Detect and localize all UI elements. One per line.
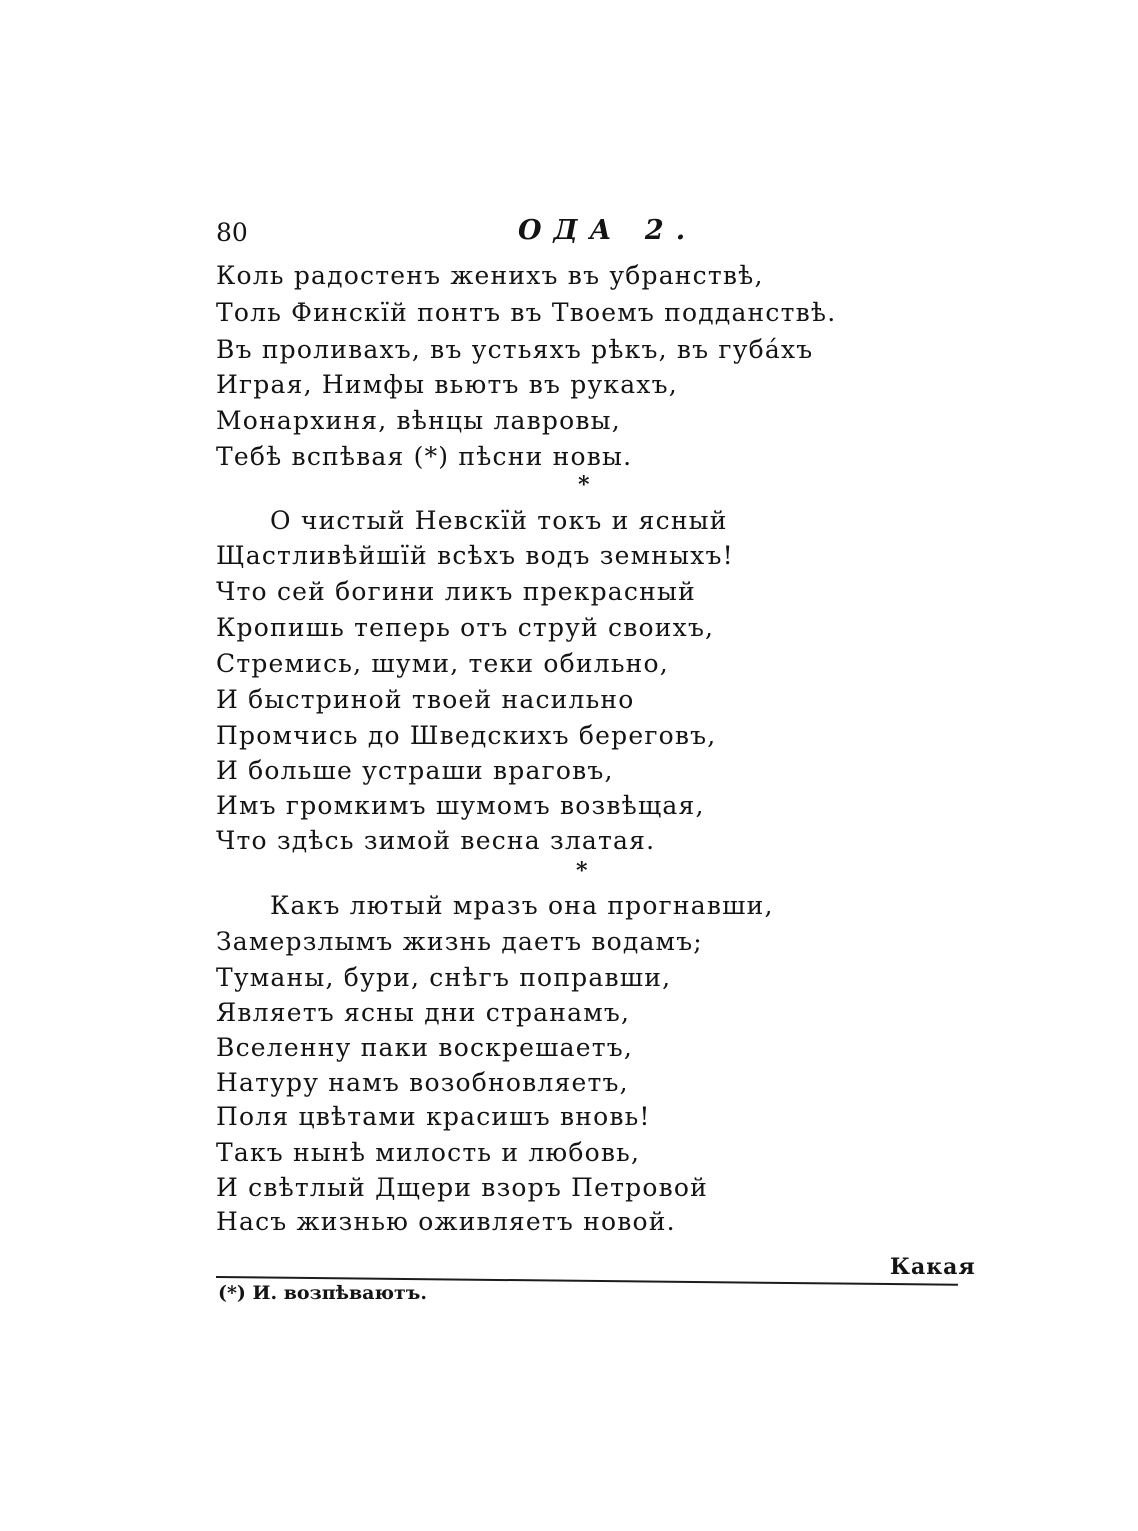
verse-line: Въ проливахъ, въ устьяхъ рѣкъ, въ губáхъ xyxy=(216,335,814,364)
verse-line: Щастливѣйшїй всѣхъ водъ земныхъ! xyxy=(216,541,734,570)
verse-line: И быстриной твоей насильно xyxy=(216,685,635,714)
verse-line: Стремись, шуми, теки обильно, xyxy=(216,649,669,678)
verse-line: Толь Финскїй понтъ въ Твоемъ подданствѣ. xyxy=(216,298,837,327)
verse-line: Тебѣ вспѣвая (*) пѣсни новы. xyxy=(216,442,633,471)
verse-line: Поля цвѣтами красишъ вновь! xyxy=(216,1102,651,1131)
verse-line: Монархиня, вѣнцы лавровы, xyxy=(216,406,621,435)
running-title: ОДА 2. xyxy=(518,215,698,246)
verse-line: О чистый Невскїй токъ и ясный xyxy=(270,506,728,535)
verse-line: Туманы, бури, снѣгъ поправши, xyxy=(216,963,672,992)
verse-line: Насъ жизнью оживляетъ новой. xyxy=(216,1207,676,1236)
verse-line: Играя, Нимфы вьютъ въ рукахъ, xyxy=(216,370,678,399)
stanza-mark: * xyxy=(578,472,590,498)
verse-line: Что здѣсь зимой весна златая. xyxy=(216,826,656,855)
stanza-mark: * xyxy=(576,858,588,884)
page-number: 80 xyxy=(216,218,248,247)
verse-line: Натуру намъ возобновляетъ, xyxy=(216,1068,629,1097)
verse-line: Такъ нынѣ милость и любовь, xyxy=(216,1138,641,1167)
verse-line: Промчись до Шведскихъ береговъ, xyxy=(216,721,717,750)
verse-line: И больше устраши враговъ, xyxy=(216,756,614,785)
verse-line: Коль радостенъ женихъ въ убранствѣ, xyxy=(216,261,764,290)
verse-line: Являетъ ясны дни странамъ, xyxy=(216,998,631,1027)
verse-line: Имъ громкимъ шумомъ возвѣщая, xyxy=(216,791,705,820)
verse-line: Вселенну паки воскрешаетъ, xyxy=(216,1033,634,1062)
verse-line: Замерзлымъ жизнь даетъ водамъ; xyxy=(216,927,703,956)
footnote: (*) И. возпѣваютъ. xyxy=(218,1282,427,1304)
verse-line: И свѣтлый Дщери взоръ Петровой xyxy=(216,1173,708,1202)
catchword: Какая xyxy=(890,1254,976,1280)
verse-line: Кропишь теперь отъ струй своихъ, xyxy=(216,613,715,642)
verse-line: Что сей богини ликъ прекрасный xyxy=(216,577,696,606)
verse-line: Какъ лютый мразъ она прогнавши, xyxy=(270,891,774,920)
